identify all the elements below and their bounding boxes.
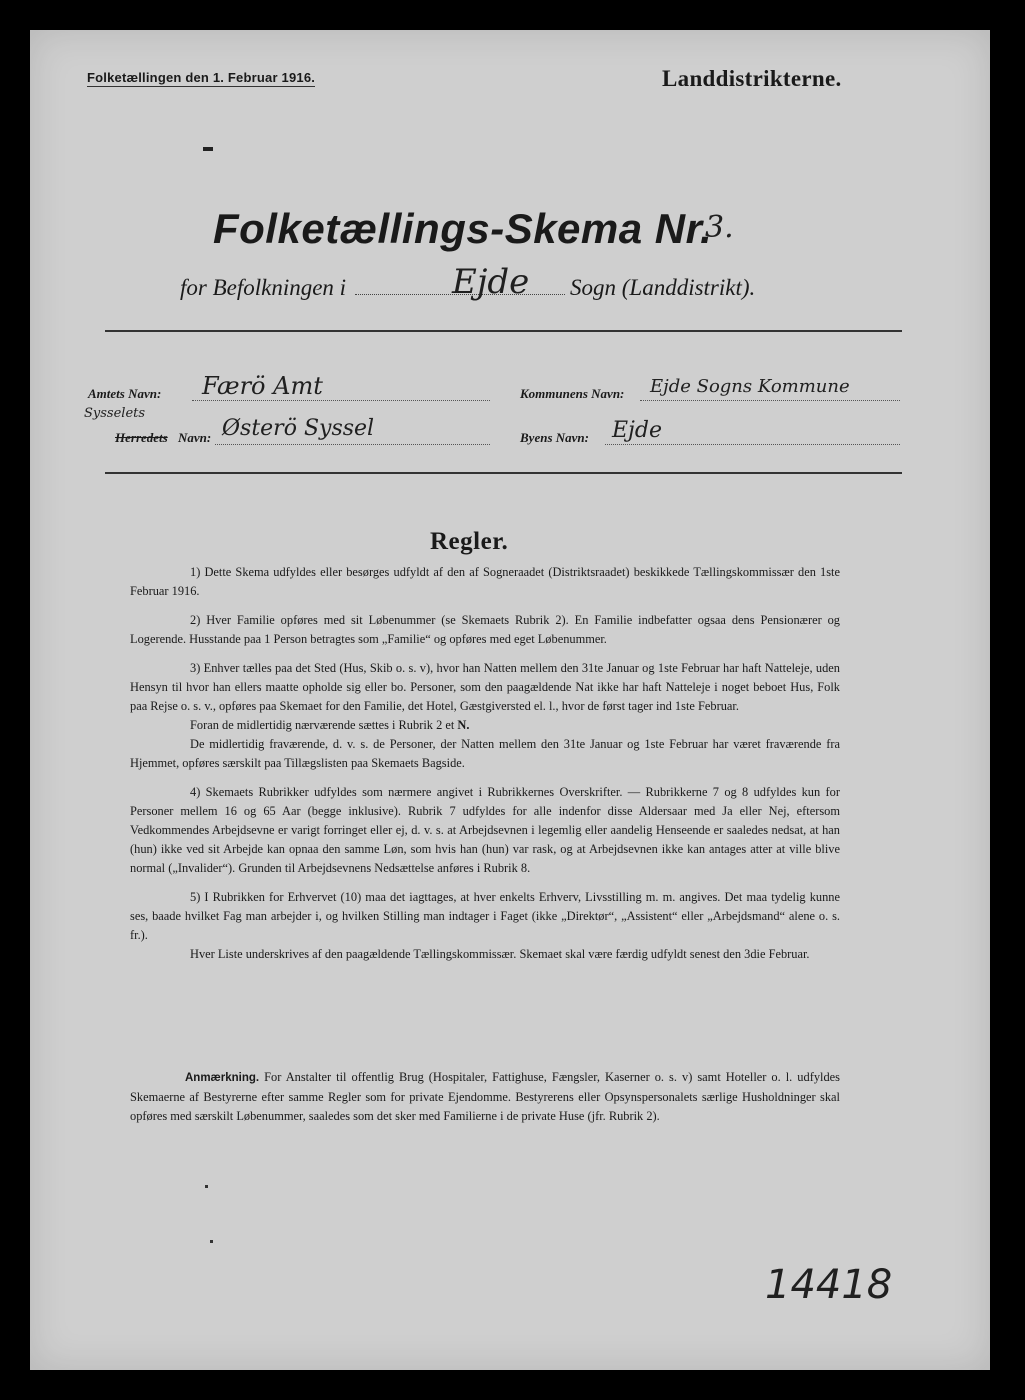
rule-signature: Hver Liste underskrives af den paagældende Tællingskommissær. Skemaet skal være færdig udfyldt senest den 3die Februar. <box>190 947 810 961</box>
rule-3-temporary-present <box>130 716 840 735</box>
note-block <box>130 1068 840 1126</box>
subtitle-prefix: for Befolkningen i <box>180 275 347 300</box>
rule-3: 3) Enhver tælles paa det Sted (Hus, Skib o. s. v), hvor han Natten mellem den 31te Januar og 1ste Februar har haft Natteleje, uden Hensyn til hvor han ellers maatte opholde sig eller bo. Personer, som den paagældende Nat ikke har haft Natteleje i noget beboet Hus, Folk paa Rejse o. s. v., opføres paa Skemaet for den Familie, det Hotel, Gæstgiversted el. l., hvor de først tager ind 1ste Februar. <box>130 661 840 713</box>
parish-name-handwritten: Ejde <box>452 262 530 302</box>
rule-3b-mark: N. <box>457 718 470 732</box>
ink-speck <box>210 1240 213 1243</box>
kommune-label: Kommunens Navn: <box>520 386 625 401</box>
amt-dotted-line <box>192 400 490 401</box>
rule-1: 1) Dette Skema udfyldes eller besørges udfyldt af den af Sogneraadet (Distriktsraadet) beskikkede Tællingskommissær den 1ste Februar 1916. <box>130 565 840 598</box>
rule-3-temporary-absent: De midlertidig fraværende, d. v. s. de Personer, der Natten mellem den 31te Januar og 1ste Februar har været fraværende fra Hjemmet, opføres særskilt paa Tillægslisten paa Skemaets Bagside. <box>130 737 840 770</box>
by-value-handwritten: Ejde <box>612 418 662 443</box>
rule-5: 5) I Rubrikken for Erhvervet (10) maa det iagttages, at hver enkelts Erhverv, Livsstilling m. m. angives. Det maa tydelig kunne ses, baade hvilket Fag man arbejder i, og hvilken Stilling man indtager i Faget (ikke „Direktør“, „Assistent“ eller „Arbejdsmand“ alene o. s. fr.). <box>130 890 840 942</box>
archive-number-handwritten: 14418 <box>765 1262 893 1308</box>
bottom-divider <box>105 472 902 474</box>
top-divider <box>105 330 902 332</box>
rules-heading: Regler. <box>430 528 509 555</box>
note-text: For Anstalter til offentlig Brug (Hospitaler, Fattighuse, Fængsler, Kaserner o. s. v) samt Hoteller o. l. udfyldes Skemaerne af Bestyrerne efter samme Regler som for private Ejendomme. Bestyrerens eller Opsynspersonalets særlige Husholdninger skal opføres med særskilt Løbenummer, saaledes som det sker med Familierne i de private Huse (jfr. Rubrik 2). <box>130 1070 840 1123</box>
ink-speck <box>205 1185 208 1188</box>
note-label: Anmærkning. <box>185 1072 260 1084</box>
amt-value-handwritten: Færö Amt <box>202 372 323 400</box>
rule-4: 4) Skemaets Rubrikker udfyldes som nærmere angivet i Rubrikkernes Overskrifter. — Rubrikkerne 7 og 8 udfyldes kun for Personer mellem 16 og 65 Aar (begge inklusive). Rubrik 7 udfyldes for alle indenfor disse Aldersaar med Ja eller Nej, eftersom Vedkommendes Arbejdsevne er varigt forringet eller ej, d. v. s. at Arbejdsevnen i legemlig eller aandelig Henseende er saaledes nedsat, at han (hun) ikke ved sit Arbejde kan opnaa den samme Løn, som hvis han (hun) var rask, og at Arbejdsevnen ikke kan antages atter at ville blive normal („Invalider“). Grunden til Arbejdsevnens Nedsættelse anføres i Rubrik 8. <box>130 785 840 875</box>
herred-label: Navn: <box>178 430 212 445</box>
rule-2: 2) Hver Familie opføres med sit Løbenummer (se Skemaets Rubrik 2). En Familie indbefatter ogsaa dens Pensionærer og Logerende. Husstande paa 1 Person betragtes som „Familie“ og opføres med eget Løbenummer. <box>130 613 840 646</box>
district-type-header: Landdistrikterne. <box>662 66 842 91</box>
herred-label-struck: Herredets <box>115 430 168 445</box>
census-date-header: Folketællingen den 1. Februar 1916. <box>87 70 316 85</box>
ink-mark <box>203 147 213 151</box>
form-title: Folketællings-Skema Nr. <box>213 205 713 252</box>
form-number: 3. <box>705 210 734 245</box>
herred-correction-handwritten: Sysselets <box>84 406 146 421</box>
rule-3b-text: Foran de midlertidig nærværende sættes i Rubrik 2 et <box>190 718 455 732</box>
rules-body <box>130 563 840 974</box>
amt-label: Amtets Navn: <box>88 386 162 401</box>
by-dotted-line <box>605 444 900 445</box>
kommune-dotted-line <box>640 400 900 401</box>
herred-dotted-line <box>215 444 490 445</box>
kommune-value-handwritten: Ejde Sogns Kommune <box>650 376 850 397</box>
note-paragraph <box>130 1068 840 1126</box>
by-label: Byens Navn: <box>520 430 589 445</box>
subtitle-suffix: Sogn (Landdistrikt). <box>570 275 756 300</box>
herred-value-handwritten: Østerö Syssel <box>222 416 375 441</box>
